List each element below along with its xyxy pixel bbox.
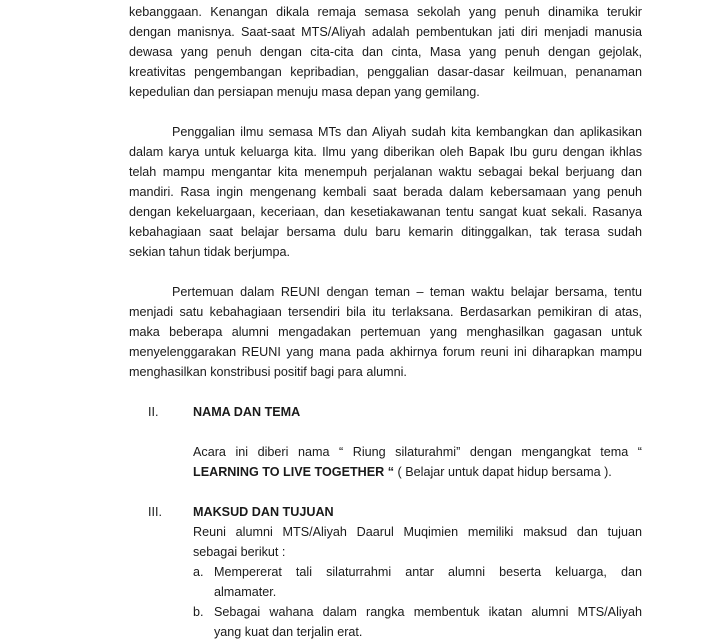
section-heading: MAKSUD DAN TUJUAN: [193, 505, 334, 519]
theme-title: LEARNING TO LIVE TOGETHER “: [193, 465, 395, 479]
text-line: menghasilkan konstribusi positif bagi para alumni.: [129, 365, 407, 379]
text-line: Reuni alumni MTS/Aliyah Daarul Muqimien memiliki maksud dan tujuan: [193, 525, 642, 539]
text-line: kreativitas pengembangan kepribadian, penggalian dasar-dasar keilmuan, penanaman: [129, 65, 642, 79]
paragraph-pertemuan-reuni: [129, 282, 642, 382]
section-numeral: III.: [148, 505, 162, 519]
text-line: Pertemuan dalam REUNI dengan teman – teman waktu belajar bersama, tentu: [172, 285, 642, 299]
section-ii-body: [193, 442, 642, 482]
list-item: [214, 602, 642, 642]
paragraph-penggalian-ilmu: [129, 122, 642, 262]
list-item: [214, 562, 642, 602]
text-line: dengan manisnya. Saat-saat MTS/Aliyah adalah pembentukan jati diri menjadi manusia: [129, 25, 642, 39]
section-iii-intro: [193, 522, 642, 562]
text-line: Penggalian ilmu semasa MTs dan Aliyah sudah kita kembangkan dan aplikasikan: [172, 125, 642, 139]
list-item-letter: b.: [193, 605, 204, 619]
text-line: mandiri. Rasa ingin mengenang kembali saat berada dalam kebersamaan yang penuh: [129, 185, 642, 199]
text-line: [193, 462, 642, 482]
text-line: kebahagiaan saat belajar bersama dulu baru kemarin ditinggalkan, tak terasa sudah: [129, 225, 642, 239]
text-line: kepedulian dan persiapan menuju masa depan yang gemilang.: [129, 85, 480, 99]
text-line: Acara ini diberi nama “ Riung silaturahmi” dengan mengangkat tema “: [193, 445, 642, 459]
section-numeral: II.: [148, 405, 159, 419]
text-line: dengan kekeluargaan, keceriaan, dan kesetiakawanan tentu sangat kuat sekali. Rasanya: [129, 205, 642, 219]
intro-paragraph: [129, 2, 642, 102]
text-line: dewasa yang penuh dengan cita-cita dan cinta, Masa yang penuh dengan gejolak,: [129, 45, 642, 59]
text-line: maka beberapa alumni mengadakan pertemuan yang menghasilkan gagasan untuk: [129, 325, 642, 339]
text-line: yang kuat dan terjalin erat.: [214, 625, 363, 639]
text-line: telah mampu mengantar kita menempuh perjalanan waktu sebagai bekal berjuang dan: [129, 165, 642, 179]
text-line: kebanggaan. Kenangan dikala remaja semasa sekolah yang penuh dinamika terukir: [129, 5, 642, 19]
text-line: menjadi satu kebahagiaan tersendiri bila itu terlaksana. Berdasarkan pemikiran di atas,: [129, 305, 642, 319]
text-line: Sebagai wahana dalam rangka membentuk ikatan alumni MTS/Aliyah: [214, 605, 642, 619]
text-line: almamater.: [214, 585, 277, 599]
text-line: Mempererat tali silaturrahmi antar alumni beserta keluarga, dan: [214, 565, 642, 579]
text-line: menyelenggarakan REUNI yang mana pada akhirnya forum reuni ini diharapkan mampu: [129, 345, 642, 359]
text-line: sekian tahun tidak berjumpa.: [129, 245, 291, 259]
section-heading: NAMA DAN TEMA: [193, 405, 301, 419]
theme-translation: ( Belajar untuk dapat hidup bersama ).: [394, 465, 612, 479]
list-item-letter: a.: [193, 565, 204, 579]
text-line: dalam karya untuk keluarga kita. Ilmu yang diberikan oleh Bapak Ibu guru dengan ikhlas: [129, 145, 642, 159]
text-line: sebagai berikut :: [193, 545, 286, 559]
